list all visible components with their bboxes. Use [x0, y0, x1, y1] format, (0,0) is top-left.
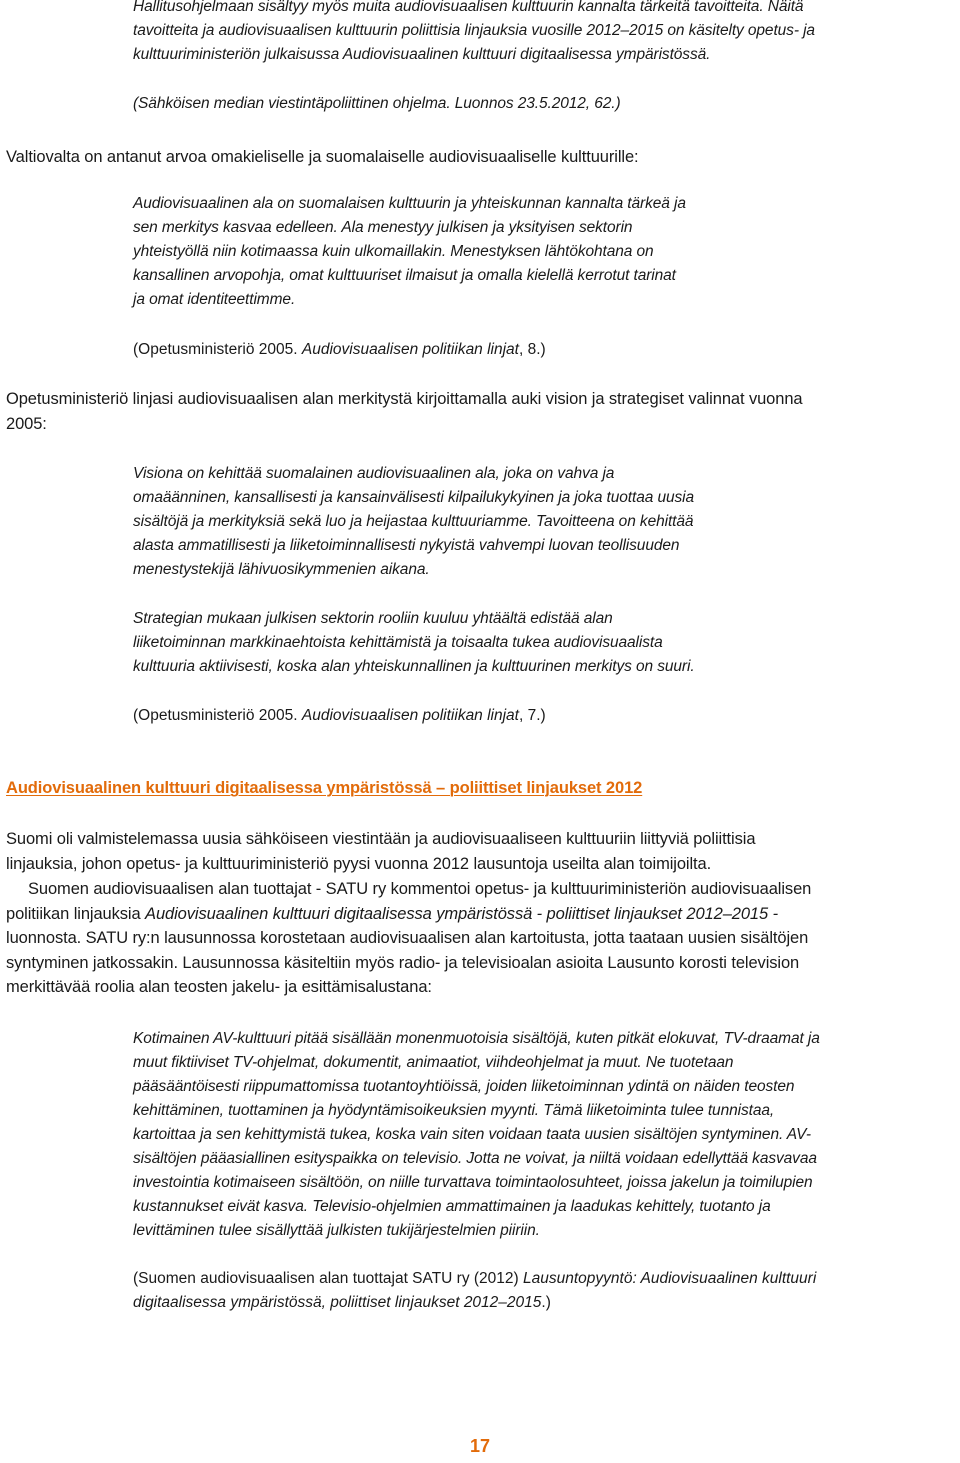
citation-page: , 7.) [519, 707, 546, 724]
paragraph-line: 2005: [6, 414, 47, 433]
citation-title: Audiovisuaalisen politiikan linjat [301, 707, 519, 724]
paragraph-intro: Valtiovalta on antanut arvoa omakieliselle ja suomalaiselle audiovisuaaliselle kulttuurille: [6, 148, 639, 166]
paragraph-line: Suomi oli valmistelemassa uusia sähköiseen viestintään ja audiovisuaaliseen kulttuuriin liittyviä poliittisia [6, 830, 756, 848]
quote-line: Kotimainen AV-kulttuuri pitää sisällään monenmuotoisia sisältöjä, kuten pitkät elokuvat, TV-draamat ja [133, 1030, 820, 1047]
citation-line [133, 1291, 958, 1315]
paragraph-suomi [6, 827, 956, 876]
quote-line: ja omat identiteettimme. [133, 291, 296, 308]
quote-strategy-citation [133, 704, 546, 728]
quote-line: kulttuuria aktiivisesti, koska alan yhteiskunnallinen ja kulttuurinen merkitys on suuri. [133, 658, 695, 675]
quote-line: muut fiktiiviset TV-ohjelmat, dokumentit, animaatiot, viihdeohjelmat ja muut. Ne tuotetaan [133, 1054, 734, 1071]
paragraph-line: luonnosta. SATU ry:n lausunnossa korostetaan audiovisuaalisen alan kartoitusta, jotta taataan uusien sisältöjen [6, 929, 809, 947]
paragraph-line [6, 902, 956, 927]
quote-line: Visiona on kehittää suomalainen audiovisuaalinen ala, joka on vahva ja [133, 465, 615, 482]
publication-title: Audiovisuaalinen kulttuuri digitaalisessa ympäristössä - poliittiset linjaukset 2012–2015 - [145, 904, 778, 923]
top-quote-line: Hallitusohjelmaan sisältyy myös muita audiovisuaalisen kulttuurin kannalta tärkeitä tavoitteita. Näitä [133, 0, 804, 15]
quote-vision [133, 462, 933, 582]
quote-line: kartoittaa ja sen kehittymistä tukea, koska vain siten voidaan taata uusien sisältöjen syntyminen. AV- [133, 1126, 811, 1143]
citation-line [133, 1267, 958, 1291]
citation-title: Audiovisuaalisen politiikan linjat [301, 341, 519, 358]
citation-source: (Opetusministeriö 2005. [133, 707, 302, 724]
quote-line: menestystekijä lähivuosikymmenien aikana. [133, 561, 430, 578]
citation-end: .) [541, 1294, 551, 1311]
top-quote [133, 0, 955, 67]
quote-line: kustannukset eivät kasva. Televisio-ohjelmien ammattimainen ja laadukas kehittely, tuotanto ja [133, 1198, 771, 1215]
citation-source: (Opetusministeriö 2005. [133, 341, 302, 358]
quote-line: Strategian mukaan julkisen sektorin rooliin kuuluu yhtäältä edistää alan [133, 610, 613, 627]
top-quote-citation: (Sähköisen median viestintäpoliittinen ohjelma. Luonnos 23.5.2012, 62.) [133, 95, 621, 112]
quote-line: sisältöjen pääasiallinen esityspaikka on televisio. Jotta ne voivat, ja niiltä voidaan edellyttää kasvavaa [133, 1150, 817, 1167]
citation-title: digitaalisessa ympäristössä, poliittiset linjaukset 2012–2015 [133, 1294, 542, 1311]
paragraph-line: linjauksia, johon opetus- ja kulttuuriministeriö pyysi vuonna 2012 lausuntoja useilta alan toimijoilta. [6, 854, 712, 873]
quote-satu [133, 1027, 958, 1243]
quote-line: kansallinen arvopohja, omat kulttuuriset ilmaisut ja omalla kielellä kerrotut tarinat [133, 267, 676, 284]
page-number: 17 [469, 1436, 491, 1456]
quote-line: Audiovisuaalinen ala on suomalaisen kulttuurin ja yhteiskunnan kannalta tärkeä ja [133, 195, 686, 212]
quote-line: alasta ammatillisesti ja liiketoiminnallisesti nykyistä vahvempi luovan teollisuuden [133, 537, 680, 554]
paragraph-line: Suomen audiovisuaalisen alan tuottajat - SATU ry kommentoi opetus- ja kulttuuriministeriön audiovisuaalisen [28, 880, 812, 898]
top-quote-line: kulttuuriministeriön julkaisussa Audiovisuaalinen kulttuuri digitaalisessa ympäristössä. [133, 46, 711, 63]
top-quote-line: tavoitteita ja audiovisuaalisen kulttuurin poliittisia linjauksia vuosille 2012–2015 on käsitelty opetus- ja [133, 22, 815, 39]
quote-line: levittäminen tulee sisällyttää julkisten tukijärjestelmien piiriin. [133, 1222, 540, 1239]
paragraph-line: Opetusministeriö linjasi audiovisuaalisen alan merkitystä kirjoittamalla auki vision ja strategiset valinnat vuonna [6, 390, 803, 408]
quote-valtiovalta-citation [133, 338, 546, 362]
quote-line: pääsääntöisesti riippumattomissa tuotantoyhtiöissä, joiden liiketoiminnan ydintä on näiden teosten [133, 1078, 795, 1095]
quote-strategy [133, 607, 933, 679]
quote-line: investointia kotimaiseen sisältöön, on niille turvattava toimintaolosuhteet, joissa jakelun ja toimilupien [133, 1174, 813, 1191]
quote-satu-citation [133, 1267, 958, 1315]
citation-title: Lausuntopyyntö: Audiovisuaalinen kulttuuri [523, 1270, 817, 1287]
section-heading: Audiovisuaalinen kulttuuri digitaalisessa ympäristössä – poliittiset linjaukset 2012 [6, 779, 643, 797]
quote-line: yhteistyöllä niin kotimaassa kuin ulkomaillakin. Menestyksen lähtökohtana on [133, 243, 654, 260]
paragraph-satu [6, 877, 956, 1000]
quote-line: sen merkitys kasvaa edelleen. Ala menestyy julkisen ja yksityisen sektorin [133, 219, 633, 236]
paragraph-line: syntyminen jatkossakin. Lausunnossa käsiteltiin myös radio- ja televisioalan asioita Lausunto korosti television [6, 953, 800, 972]
quote-valtiovalta [133, 192, 933, 312]
quote-line: omaäänninen, kansallisesti ja kansainvälisesti kilpailukykyinen ja joka tuottaa uusia [133, 489, 695, 506]
quote-line: kehittäminen, tuottaminen ja hyödyntämisoikeuksien myynti. Tämä liiketoiminta tulee tunnistaa, [133, 1102, 775, 1119]
citation-page: , 8.) [519, 341, 546, 358]
quote-line: liiketoiminnan markkinaehtoista kehittämistä ja toisaalta tukea audiovisuaalista [133, 634, 663, 651]
paragraph-text: politiikan linjauksia [6, 904, 146, 923]
paragraph-opetusministerio [6, 387, 956, 436]
quote-line: sisältöjä ja merkityksiä sekä luo ja heijastaa kulttuuriamme. Tavoitteena on kehittää [133, 513, 694, 530]
citation-source: (Suomen audiovisuaalisen alan tuottajat SATU ry (2012) [133, 1270, 524, 1287]
paragraph-line: merkittävää roolia alan teosten jakelu- ja esittämisalustana: [6, 978, 432, 996]
